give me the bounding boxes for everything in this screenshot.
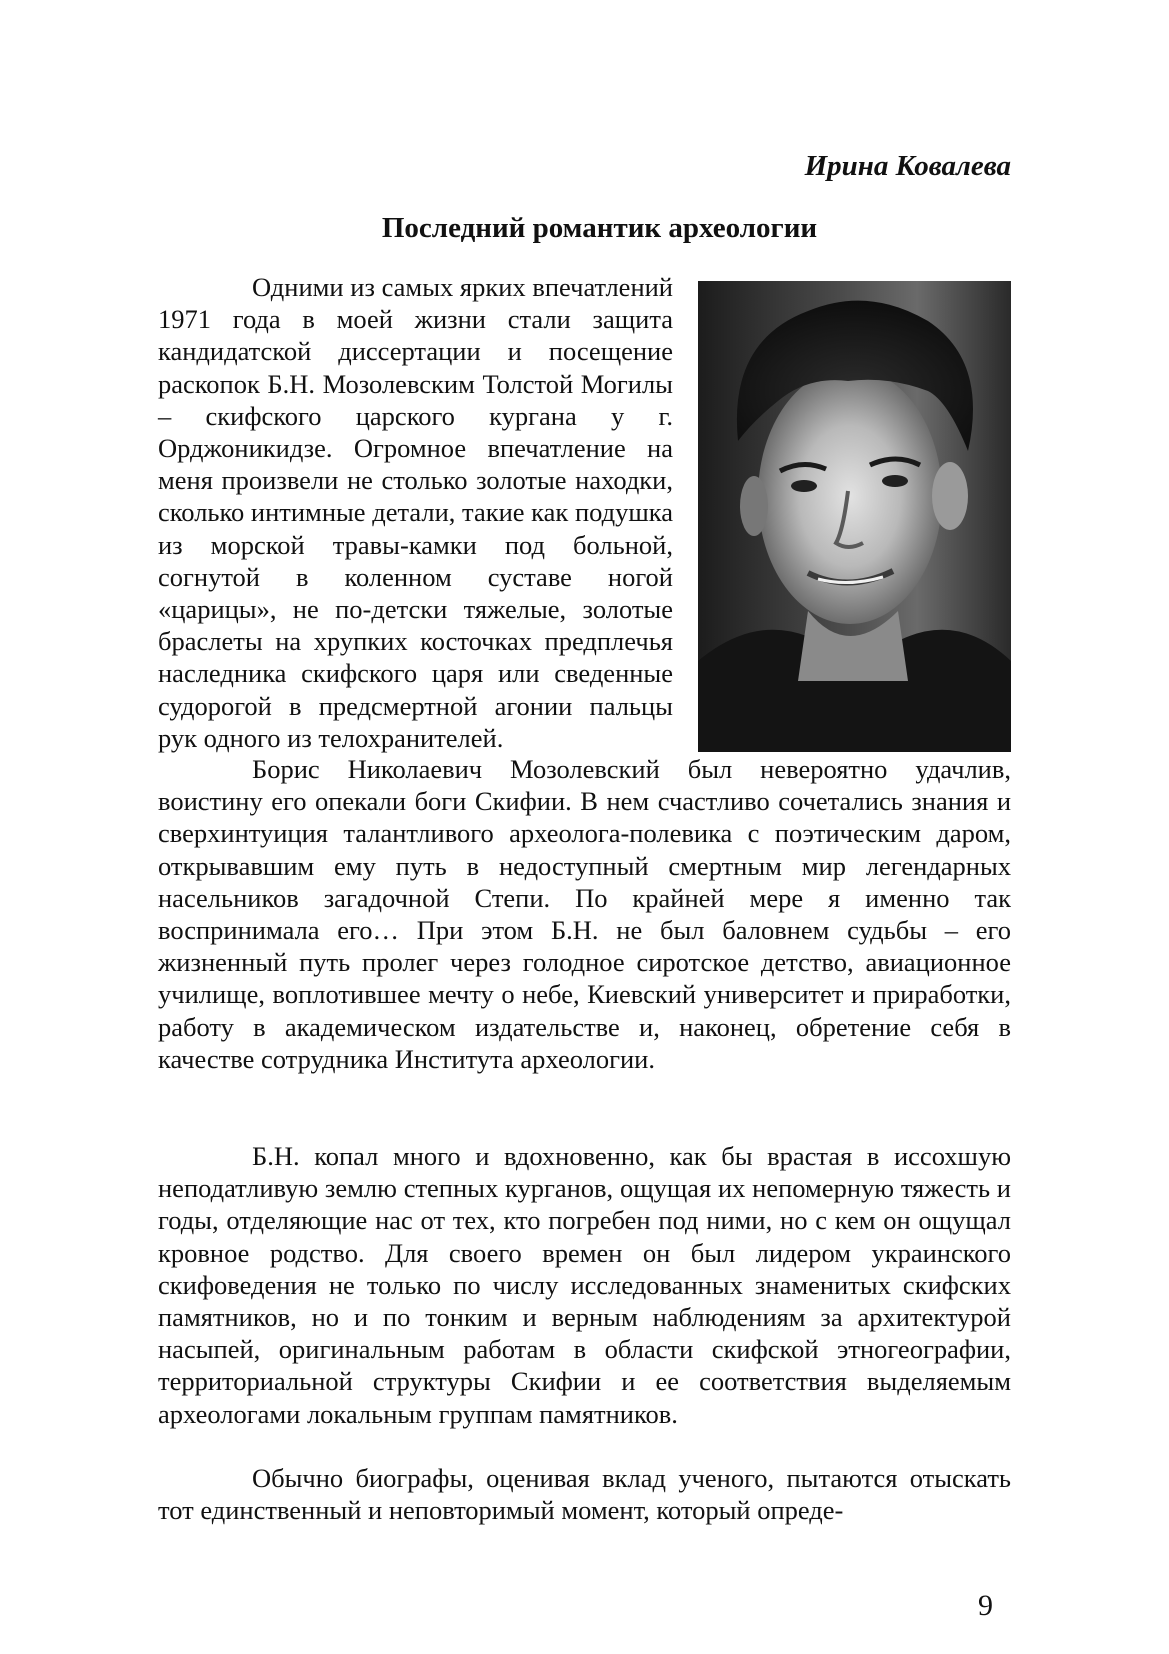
article-title: Последний романтик археологии — [381, 212, 818, 244]
portrait-photo — [698, 281, 1011, 752]
portrait-icon — [698, 281, 1011, 752]
author-name: Ирина Ковалева — [804, 150, 1011, 182]
paragraph-2-text: Борис Николаевич Мозолевский был невероятно удачлив, воистину его опекали боги Скифии. В нем счастливо сочетались знания и сверхинтуиция талантливого археолога-полевика с поэтическим даром, открывавшим ему путь в недоступный смертным мир легендарных насельников загадочной Степи. По крайней мере я именно так воспринимала его… При этом Б.Н. не был баловнем судьбы – его жизненный путь пролег через голодное сиротское детство, авиационное училище, воплотившее мечту о небе, Киевский университет и приработки, работу в академическом издательстве и, наконец, обретение себя в качестве сотрудника Института археологии. — [158, 754, 1011, 1074]
page-number: 9 — [978, 1589, 993, 1622]
paragraph-2 — [158, 753, 1011, 1075]
paragraph-1-text: Одними из самых ярких впечатлений 1971 года в моей жизни стали защита кандидатской диссертации и посещение раскопок Б.Н. Мозолевским Толстой Могилы – скифского царского кургана у г. Орджоникидзе. Огромное впечатление на меня произвели не столько золотые находки, сколько интимные детали, такие как подушка из морской травы-камки под больной, согнутой в коленном суставе ногой «царицы», не по-детски тяжелые, золотые браслеты на хрупких косточках предплечья наследника скифского царя или сведенные судорогой в предсмертной агонии пальцы рук одного из телохранителей. — [158, 272, 673, 753]
paragraph-3-text: Б.Н. копал много и вдохновенно, как бы врастая в иссохшую неподатливую землю степных курганов, ощущая их непомерную тяжесть и годы, отделяющие нас от тех, кто погребен под ними, но с кем он ощущал кровное родство. Для своего времен он был лидером украинского скифоведения не только по числу исследованных знаменитых скифских памятников, но и по тонким и верным наблюдениям за архитектурой насыпей, оригинальным работам в области скифской этногеографии, территориальной структуры Скифии и ее соответствия выделяемым археологами локальным группам памятников. — [158, 1141, 1011, 1429]
paragraph-1 — [158, 271, 673, 754]
paragraph-3 — [158, 1140, 1011, 1430]
paragraph-4 — [158, 1462, 1011, 1526]
paragraph-4-text: Обычно биографы, оценивая вклад ученого, пытаются отыскать тот единственный и неповторимый момент, который опреде- — [158, 1463, 1011, 1526]
